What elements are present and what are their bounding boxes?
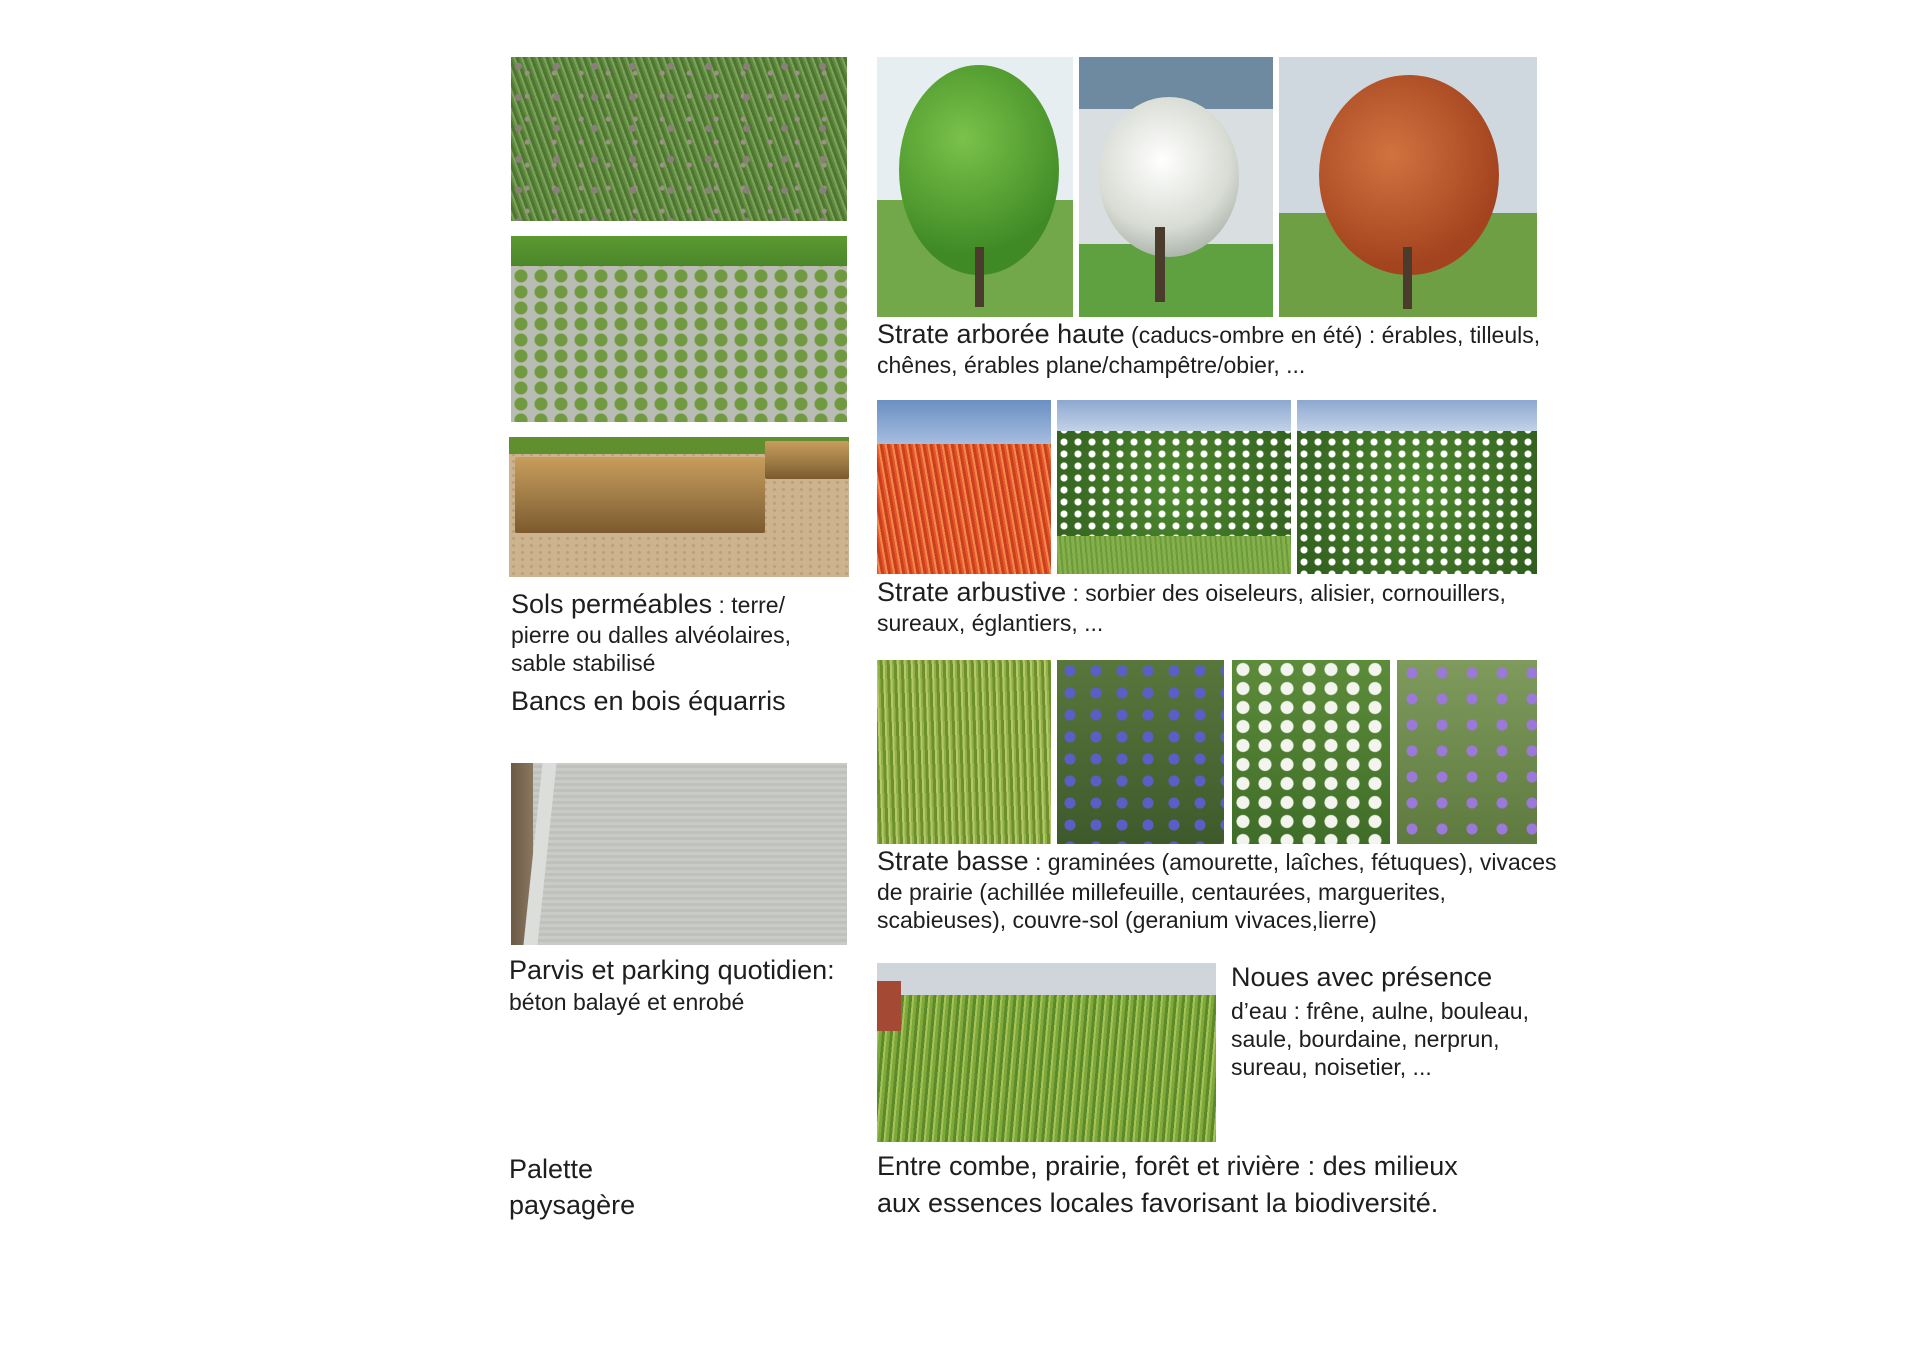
grass-paver-photo: [511, 236, 847, 422]
white-shrub-photo: [1057, 400, 1291, 574]
red-dogwood-photo: [877, 400, 1051, 574]
parvis-text: béton balayé et enrobé: [509, 989, 745, 1015]
timber-bench-photo: [509, 437, 849, 577]
parvis-title: Parvis et parking quotidien:: [509, 955, 835, 985]
tall-grasses-photo: [877, 660, 1051, 844]
conclusion-line2: aux essences locales favorisant la biodiversité.: [877, 1188, 1439, 1218]
bancs-caption: Bancs en bois équarris: [511, 686, 786, 716]
swale-photo: [877, 963, 1216, 1142]
conclusion-line1: Entre combe, prairie, forêt et rivière : des milieux: [877, 1151, 1458, 1181]
achillea-photo: [1232, 660, 1390, 844]
white-blossom-tree-photo: [1079, 57, 1273, 317]
strate-arboree-caption: Strate arborée haute (caducs-ombre en été) : érables, tilleuls, chênes, érables plane/champêtre/obier, ...: [877, 319, 1541, 378]
grass-ground-photo: [511, 57, 847, 221]
noues-title: Noues avec présence: [1231, 962, 1493, 992]
red-autumn-tree-photo: [1279, 57, 1537, 317]
sols-permeables-caption: Sols perméables : terre/ pierre ou dalles alvéolaires, sable stabilisé: [511, 589, 791, 676]
strate-arbustive-caption: Strate arbustive : sorbier des oiseleurs, alisier, cornouillers, sureaux, églantiers, ...: [877, 577, 1506, 636]
white-shrub-2-photo: [1297, 400, 1537, 574]
strate-basse-caption: Strate basse : graminées (amourette, laîches, fétuques), vivaces de prairie (achillée millefeuille, centaurées, marguerites, scabieuses), couvre-sol (geranium vivaces,lierre): [877, 846, 1557, 933]
noues-text: d’eau : frêne, aulne, bouleau, saule, bourdaine, nerprun, sureau, noisetier, ...: [1231, 998, 1529, 1081]
green-tree-photo: [877, 57, 1073, 317]
brushed-concrete-photo: [511, 763, 847, 945]
campanula-photo: [1057, 660, 1224, 844]
palette-title-line1: Palette: [509, 1154, 594, 1184]
scabious-photo: [1397, 660, 1537, 844]
palette-title-line2: paysagère: [509, 1190, 636, 1220]
